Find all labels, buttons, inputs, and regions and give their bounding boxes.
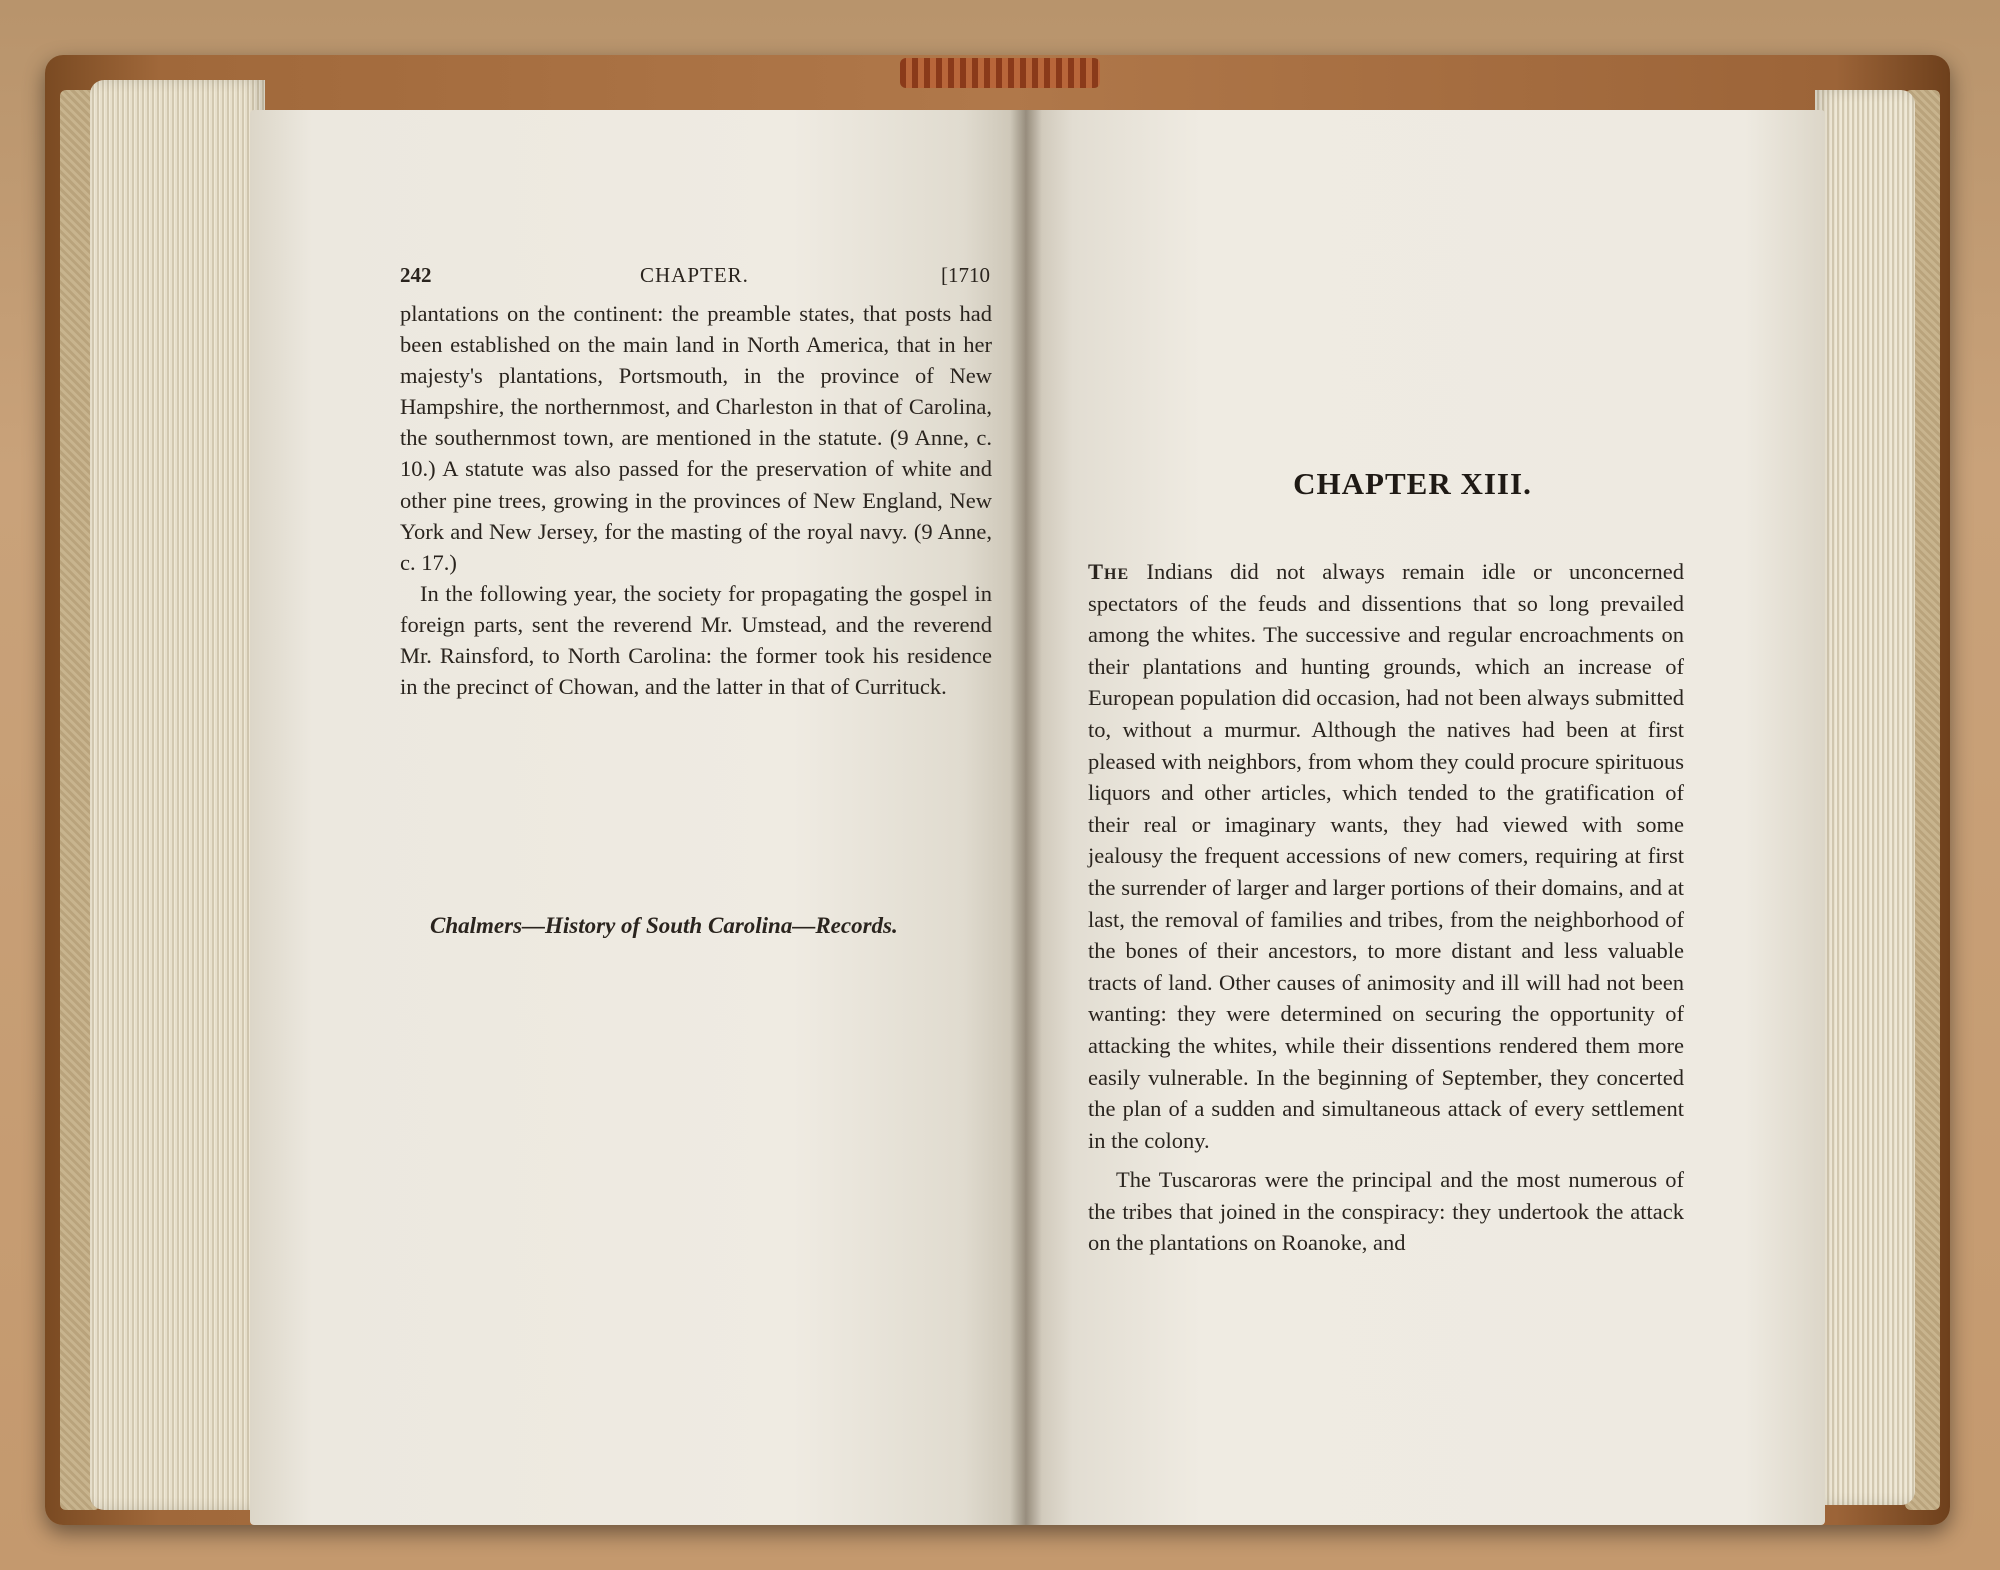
right-paragraph-1: [1088, 556, 1684, 1156]
left-page-body: [400, 298, 992, 702]
page-edges-left: [90, 80, 265, 1510]
spine-headband: [900, 58, 1100, 88]
left-page-header: [400, 263, 990, 293]
year-marginal: [1710: [941, 263, 990, 287]
book-gutter: [1010, 110, 1042, 1525]
running-head: CHAPTER.: [640, 263, 749, 287]
left-paragraph-2: In the following year, the society for propagating the gospel in foreign parts, sent the reverend Mr. Umstead, and the reverend Mr. Rainsford, to North Carolina: the former took his residence in the precinct of Chowan, and the latter in that of Currituck.: [400, 580, 992, 700]
chapter-title: CHAPTER XIII.: [1293, 466, 1532, 501]
page-number: 242: [400, 263, 432, 287]
right-paragraph-2: The Tuscaroras were the principal and the most numerous of the tribes that joined in the conspiracy: they undertook the attack on the plantations on Roanoke, and: [1088, 1167, 1684, 1256]
right-page-body: [1088, 556, 1684, 1267]
right-paragraph-1-text: Indians did not always remain idle or unconcerned spectators of the feuds and dissentions that so long prevailed among the whites. The successive and regular encroachments on their plantations and hunting grounds, which an increase of European population did occasion, had not been always submitted to, without a murmur. Although the natives had been at first pleased with neighbors, from whom they could procure spirituous liquors and other articles, which tended to the gratification of their real or imaginary wants, they had viewed with some jealousy the frequent accessions of new comers, requiring at first the surrender of larger and larger portions of their domains, and at last, the removal of families and tribes, from the neighborhood of the bones of their ancestors, to more distant and less valuable tracts of land. Other causes of animosity and ill will had not been wanting: they were determined on securing the opportunity of attacking the whites, while their dissentions rendered them more easily vulnerable. In the beginning of September, they concerted the plan of a sudden and simultaneous attack of every settlement in the colony.: [1088, 559, 1684, 1153]
left-paragraph-1: plantations on the continent: the preamble states, that posts had been established on the main land in North America, that in her majesty's plantations, Portsmouth, in the province of New Hampshire, the northernmost, and Charleston in that of Carolina, the southernmost town, are mentioned in the statute. (9 Anne, c. 10.) A statute was also passed for the preservation of white and other pine trees, growing in the provinces of New England, New York and New Jersey, for the masting of the royal navy. (9 Anne, c. 17.): [400, 301, 992, 575]
opening-word: The: [1088, 559, 1130, 584]
source-citation: Chalmers—History of South Carolina—Records.: [430, 913, 898, 938]
page-edges-right: [1815, 90, 1915, 1505]
